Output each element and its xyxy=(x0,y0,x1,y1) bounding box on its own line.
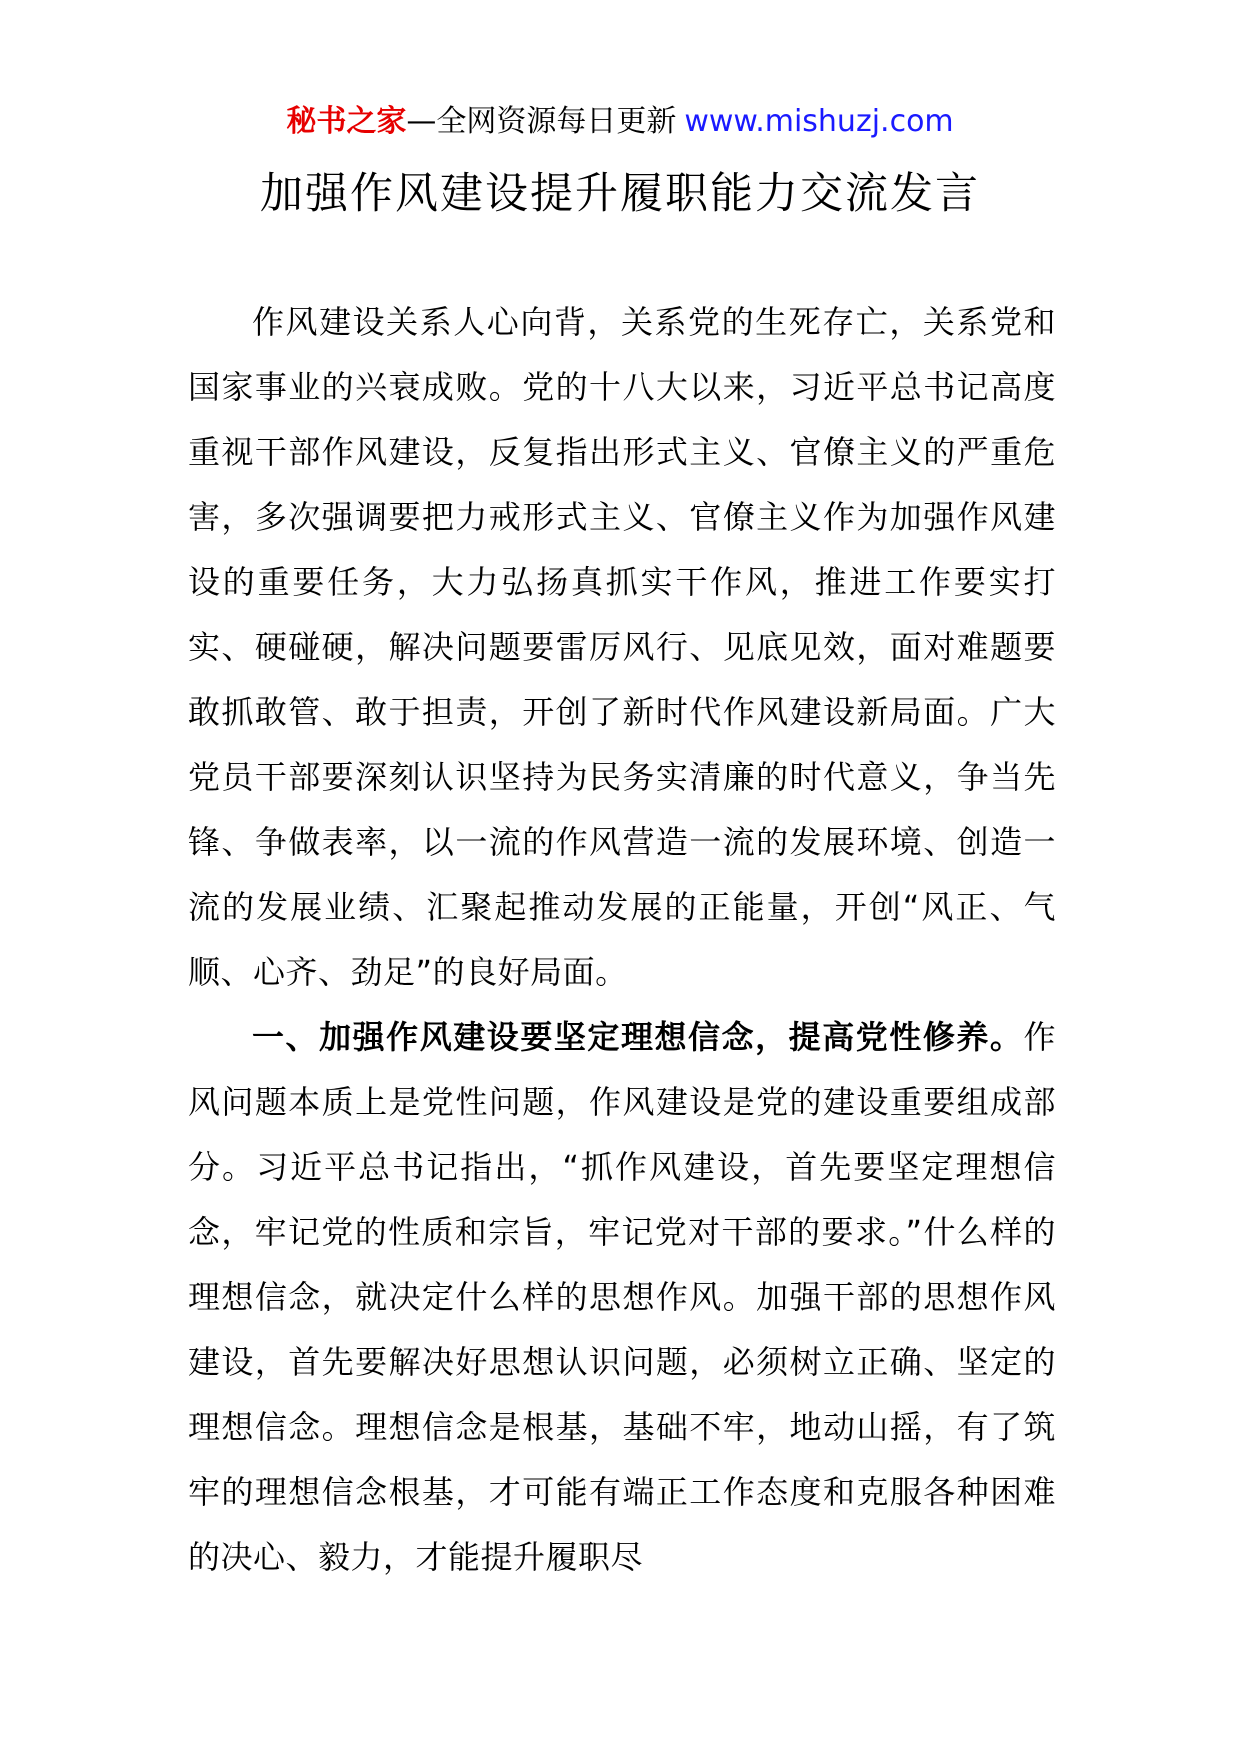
document-body xyxy=(188,290,1056,1590)
site-header xyxy=(0,100,1240,144)
site-tagline: —全网资源每日更新 xyxy=(406,104,677,139)
brand-name: 秘书之家 xyxy=(286,104,407,139)
section-heading: 一、加强作风建设要坚定理想信念，提高党性修养。 xyxy=(252,1018,1024,1056)
section-one-paragraph xyxy=(188,1005,1056,1590)
intro-paragraph: 作风建设关系人心向背，关系党的生死存亡，关系党和国家事业的兴衰成败。党的十八大以来，习近平总书记高度重视干部作风建设，反复指出形式主义、官僚主义的严重危害，多次强调要把力戒形式主义、官僚主义作为加强作风建设的重要任务，大力弘扬真抓实干作风，推进工作要实打实、硬碰硬，解决问题要雷厉风行、见底见效，面对难题要敢抓敢管、敢于担责，开创了新时代作风建设新局面。广大党员干部要深刻认识坚持为民务实清廉的时代意义，争当先锋、争做表率，以一流的作风营造一流的发展环境、创造一流的发展业绩、汇聚起推动发展的正能量，开创“风正、气顺、心齐、劲足”的良好局面。 xyxy=(188,303,1056,991)
section-one-text: 作风问题本质上是党性问题，作风建设是党的建设重要组成部分。习近平总书记指出，“抓作风建设，首先要坚定理想信念，牢记党的性质和宗旨，牢记党对干部的要求。”什么样的理想信念，就决定什么样的思想作风。加强干部的思想作风建设，首先要解决好思想认识问题，必须树立正确、坚定的理想信念。理想信念是根基，基础不牢，地动山摇，有了筑牢的理想信念根基，才可能有端正工作态度和克服各种困难的决心、毅力，才能提升履职尽 xyxy=(188,1018,1056,1576)
site-url-link[interactable]: www.mishuzj.com xyxy=(684,104,954,139)
document-title: 加强作风建设提升履职能力交流发言 xyxy=(260,169,980,219)
